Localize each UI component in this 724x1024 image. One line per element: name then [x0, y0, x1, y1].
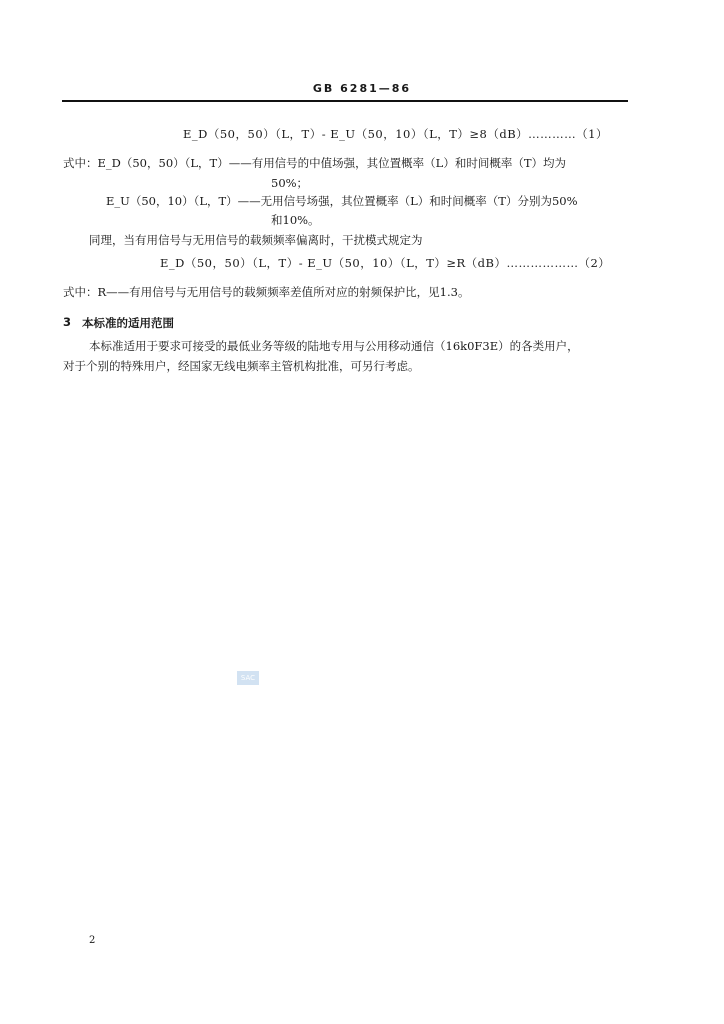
where-1-line-3: E_U（50，10）（L，T）——无用信号场强，其位置概率（L）和时间概率（T）分别为50%: [106, 194, 578, 208]
watermark-stamp: SAC: [237, 671, 259, 685]
formula-2: E_D（50，50）（L，T）- E_U（50，10）（L，T）≥R（dB）………………（2）: [160, 256, 611, 270]
section-paragraph-line-1: 本标准适用于要求可接受的最低业务等级的陆地专用与公用移动通信（16k0F3E）的各类用户，: [89, 339, 579, 353]
where-1-line-4: 和10%。: [271, 213, 320, 227]
section-title: 本标准的适用范围: [82, 316, 174, 330]
document-header: GB 6281—86: [312, 82, 412, 95]
page-number: 2: [89, 935, 96, 946]
paragraph-same-principle: 同理，当有用信号与无用信号的载频频率偏离时，干扰模式规定为: [89, 233, 423, 247]
where-1-line-2: 50%；: [271, 176, 309, 190]
where-2-line: 式中：R——有用信号与无用信号的载频频率差值所对应的射频保护比，见1.3。: [63, 285, 470, 299]
section-number: 3: [63, 315, 72, 329]
section-paragraph-line-2: 对于个别的特殊用户，经国家无线电频率主管机构批准，可另行考虑。: [63, 359, 420, 373]
formula-1: E_D（50，50）（L，T）- E_U（50，10）（L，T）≥8（dB）…………（1）: [183, 127, 608, 141]
header-rule: [62, 100, 628, 102]
where-1-line-1: 式中：E_D（50，50）（L，T）——有用信号的中值场强，其位置概率（L）和时间概率（T）均为: [63, 156, 566, 170]
